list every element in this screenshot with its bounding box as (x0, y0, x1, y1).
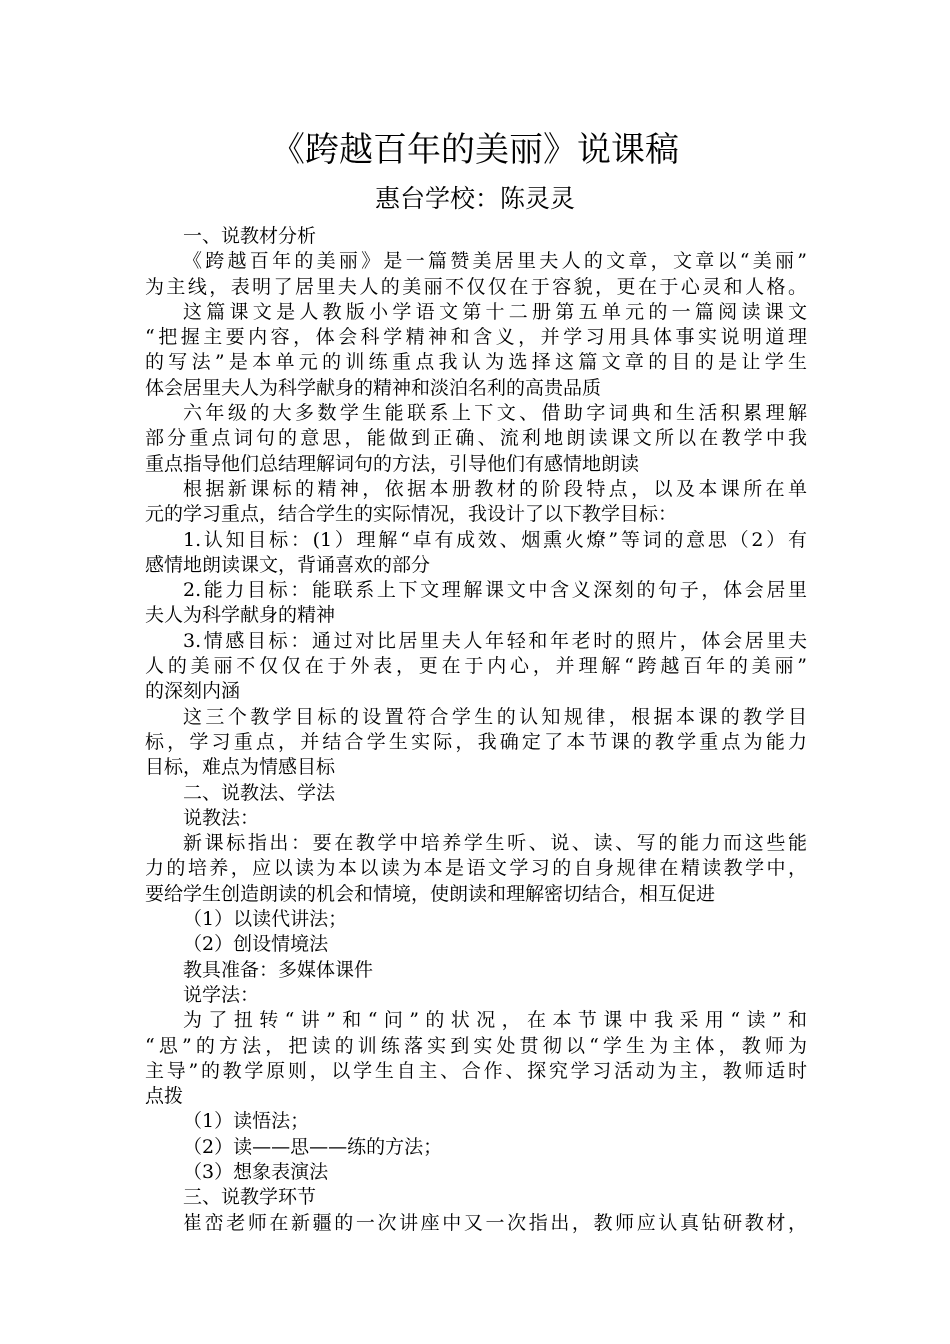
text-line: 一、说教材分析 (183, 225, 317, 247)
text-line: （3）想象表演法 (183, 1160, 329, 1183)
text-line: 人的美丽不仅仅在于外表，更在于内心，并理解“跨越百年的美丽” (145, 655, 807, 678)
text-line: 元的学习重点，结合学生的实际情况，我设计了以下教学目标： (145, 503, 678, 526)
text-line: （2）读——思——练的方法； (183, 1135, 443, 1158)
text-line: 重点指导他们总结理解词句的方法，引导他们有感情地朗读 (145, 452, 640, 475)
text-line: 这三个教学目标的设置符合学生的认知规律，根据本课的教学目 (183, 705, 807, 728)
text-line: 为主线，表明了居里夫人的美丽不仅仅在于容貌，更在于心灵和人格。 (145, 275, 807, 298)
text-line: 这篇课文是人教版小学语文第十二册第五单元的一篇阅读课文 (183, 300, 807, 323)
text-line: “思”的方法，把读的训练落实到实处贯彻以“学生为主体，教师为 (145, 1034, 807, 1057)
text-line: 为了扭转“讲”和“问”的状况，在本节课中我采用“读”和 (183, 1009, 807, 1032)
text-line: 说教法： (183, 806, 260, 829)
text-line: 六年级的大多数学生能联系上下文、借助字词典和生活积累理解 (183, 402, 807, 425)
text-line: “把握主要内容，体会科学精神和含义，并学习用具体事实说明道理 (145, 326, 807, 349)
text-line: 崔峦老师在新疆的一次讲座中又一次指出，教师应认真钻研教材， (183, 1211, 807, 1234)
text-line: 《跨越百年的美丽》是一篇赞美居里夫人的文章，文章以“美丽” (183, 250, 807, 273)
text-line: （2）创设情境法 (183, 933, 329, 956)
text-line: 感情地朗读课文，背诵喜欢的部分 (145, 553, 431, 576)
text-line: 目标，难点为情感目标 (145, 756, 336, 779)
text-line: 新课标指出：要在教学中培养学生听、说、读、写的能力而这些能 (183, 832, 807, 855)
text-line: 根据新课标的精神，依据本册教材的阶段特点，以及本课所在单 (183, 477, 807, 500)
text-line: 要给学生创造朗读的机会和情境，使朗读和理解密切结合，相互促进 (145, 882, 716, 905)
text-line: 力的培养，应以读为本以读为本是语文学习的自身规律在精读教学中， (145, 857, 807, 880)
text-line: 点拨 (145, 1085, 184, 1108)
text-line: 体会居里夫人为科学献身的精神和淡泊名利的高贵品质 (145, 376, 602, 399)
document-body (145, 224, 807, 1236)
text-line: 说学法： (183, 983, 260, 1006)
document-author: 惠台学校：陈灵灵 (374, 184, 575, 213)
text-line: 3.情感目标：通过对比居里夫人年轻和年老时的照片，体会居里夫 (183, 629, 807, 652)
text-line: 二、说教法、学法 (183, 781, 336, 804)
text-line: 2.能力目标：能联系上下文理解课文中含义深刻的句子，体会居里 (183, 579, 807, 602)
text-line: 教具准备：多媒体课件 (183, 958, 374, 981)
text-line: （1）读悟法； (183, 1110, 310, 1133)
text-line: （1）以读代讲法； (183, 908, 348, 931)
text-line: 的深刻内涵 (145, 680, 241, 703)
text-line: 夫人为科学献身的精神 (145, 604, 336, 627)
text-line: 标，学习重点，并结合学生实际，我确定了本节课的教学重点为能力 (145, 730, 807, 753)
document-title: 《跨越百年的美丽》说课稿 (271, 130, 679, 170)
text-line: 三、说教学环节 (183, 1186, 317, 1209)
text-line: 的写法”是本单元的训练重点我认为选择这篇文章的目的是让学生 (145, 351, 807, 374)
text-line: 主导”的教学原则，以学生自主、合作、探究学习活动为主，教师适时 (145, 1059, 807, 1082)
text-line: 1.认知目标：(1）理解“卓有成效、烟熏火燎”等词的意思（2）有 (183, 528, 807, 551)
text-line: 部分重点词句的意思，能做到正确、流利地朗读课文所以在教学中我 (145, 427, 807, 450)
